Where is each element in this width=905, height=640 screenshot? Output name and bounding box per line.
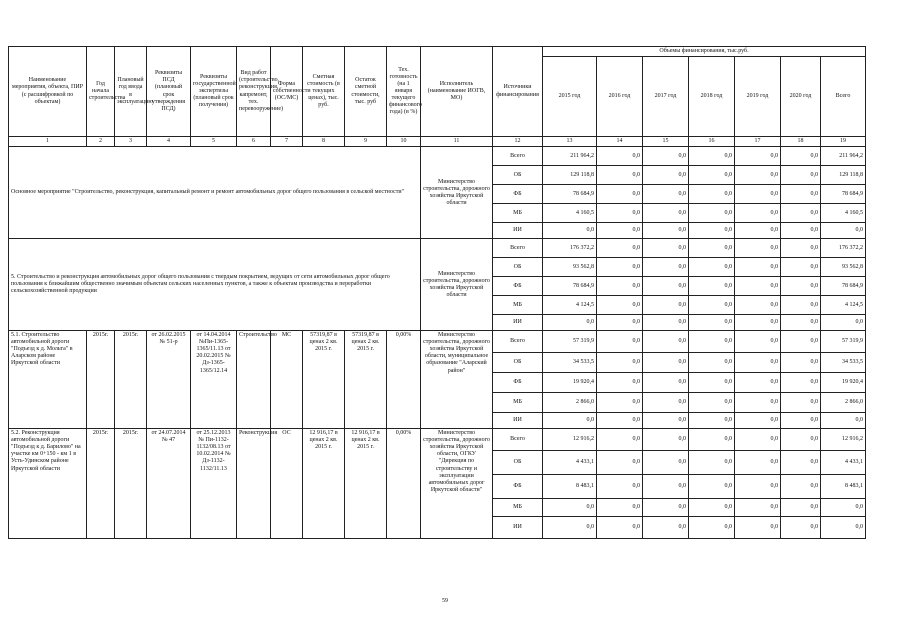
source-cell: Всего bbox=[493, 331, 543, 353]
value-cell: 0,0 bbox=[597, 147, 643, 166]
column-number: 9 bbox=[345, 137, 387, 147]
column-number: 5 bbox=[191, 137, 237, 147]
value-cell: 0,0 bbox=[689, 393, 735, 413]
value-cell: 0,0 bbox=[689, 499, 735, 517]
value-cell: 0,0 bbox=[735, 296, 781, 315]
value-cell: 0,0 bbox=[643, 499, 689, 517]
value-cell: 0,0 bbox=[643, 239, 689, 258]
value-cell: 0,0 bbox=[735, 475, 781, 499]
value-cell: 0,0 bbox=[597, 166, 643, 185]
source-cell: Всего bbox=[493, 429, 543, 451]
section-executor: Министерство строительства, дорожного хозяйства Иркутской области bbox=[421, 147, 493, 239]
value-cell: 211 964,2 bbox=[821, 147, 866, 166]
value-cell: 0,0 bbox=[689, 429, 735, 451]
source-cell: ФБ bbox=[493, 185, 543, 204]
value-cell: 19 920,4 bbox=[821, 373, 866, 393]
header-funding-title: Объемы финансирования, тыс.руб. bbox=[543, 47, 866, 57]
table-row bbox=[9, 331, 866, 353]
value-cell: 0,0 bbox=[597, 258, 643, 277]
section-executor: Министерство строительства, дорожного хозяйства Иркутской области bbox=[421, 239, 493, 331]
value-cell: 0,0 bbox=[689, 277, 735, 296]
object-name: 5.2. Реконструкция автомобильной дороги "Подъезд к д. Барилово" на участке км 0+150 - км 1 в Усть-Удинском районе Иркутской области bbox=[9, 429, 87, 539]
source-cell: ИИ bbox=[493, 315, 543, 331]
value-cell: 0,0 bbox=[821, 517, 866, 539]
table-row bbox=[9, 147, 866, 166]
value-cell: 0,0 bbox=[689, 239, 735, 258]
ownership-form: МС bbox=[271, 331, 303, 429]
value-cell: 0,0 bbox=[689, 296, 735, 315]
value-cell: 0,0 bbox=[735, 204, 781, 223]
column-number: 12 bbox=[493, 137, 543, 147]
value-cell: 0,0 bbox=[643, 315, 689, 331]
header-year: 2015 год bbox=[543, 57, 597, 137]
header-year: Всего bbox=[821, 57, 866, 137]
value-cell: 0,0 bbox=[781, 223, 821, 239]
column-number: 18 bbox=[781, 137, 821, 147]
value-cell: 0,0 bbox=[689, 166, 735, 185]
source-cell: Всего bbox=[493, 147, 543, 166]
value-cell: 0,0 bbox=[643, 331, 689, 353]
value-cell: 0,0 bbox=[689, 147, 735, 166]
object-executor: Министерство строительства, дорожного хозяйства Иркутской области, ОГКУ "Дирекция по строительству и эксплуатации автомобильных дорог Иркутской области" bbox=[421, 429, 493, 539]
value-cell: 4 124,5 bbox=[821, 296, 866, 315]
expertise-details: от 25.12.2013 № Пи-1132-1132/08.13 от 10.02.2014 № Дз-1132-1132/11.13 bbox=[191, 429, 237, 539]
column-number: 13 bbox=[543, 137, 597, 147]
value-cell: 0,0 bbox=[735, 353, 781, 373]
column-number: 15 bbox=[643, 137, 689, 147]
value-cell: 78 684,9 bbox=[543, 185, 597, 204]
value-cell: 0,0 bbox=[643, 204, 689, 223]
source-cell: ФБ bbox=[493, 373, 543, 393]
value-cell: 0,0 bbox=[821, 499, 866, 517]
value-cell: 0,0 bbox=[781, 373, 821, 393]
value-cell: 2 866,0 bbox=[821, 393, 866, 413]
value-cell: 93 562,8 bbox=[821, 258, 866, 277]
value-cell: 0,0 bbox=[597, 499, 643, 517]
financing-table bbox=[8, 46, 866, 539]
source-cell: ОБ bbox=[493, 451, 543, 475]
start-year: 2015г. bbox=[87, 429, 115, 539]
value-cell: 0,0 bbox=[689, 204, 735, 223]
value-cell: 4 124,5 bbox=[543, 296, 597, 315]
value-cell: 0,0 bbox=[597, 277, 643, 296]
value-cell: 0,0 bbox=[689, 451, 735, 475]
start-year: 2015г. bbox=[87, 331, 115, 429]
value-cell: 0,0 bbox=[689, 517, 735, 539]
value-cell: 34 533,5 bbox=[543, 353, 597, 373]
source-cell: МБ bbox=[493, 393, 543, 413]
source-cell: МБ bbox=[493, 204, 543, 223]
value-cell: 0,0 bbox=[735, 166, 781, 185]
value-cell: 0,0 bbox=[781, 499, 821, 517]
value-cell: 0,0 bbox=[597, 475, 643, 499]
value-cell: 0,0 bbox=[643, 475, 689, 499]
source-cell: ИИ bbox=[493, 223, 543, 239]
value-cell: 0,0 bbox=[821, 413, 866, 429]
value-cell: 12 916,2 bbox=[543, 429, 597, 451]
psd-details: от 26.02.2015 № 51-р bbox=[147, 331, 191, 429]
header-expertise: Реквизиты государственной экспертизы (плановый срок получения) bbox=[191, 47, 237, 137]
value-cell: 0,0 bbox=[735, 239, 781, 258]
value-cell: 0,0 bbox=[781, 393, 821, 413]
value-cell: 34 533,5 bbox=[821, 353, 866, 373]
header-work-type: Вид работ (строительство, реконструкция, капремонт, тех. перевооружение) bbox=[237, 47, 271, 137]
value-cell: 8 483,1 bbox=[821, 475, 866, 499]
expertise-details: от 14.04.2014 №Пи-1365-1365/11.13 от 20.02.2015 № Дз-1365-1365/12.14 bbox=[191, 331, 237, 429]
value-cell: 0,0 bbox=[781, 353, 821, 373]
source-cell: ФБ bbox=[493, 475, 543, 499]
value-cell: 211 964,2 bbox=[543, 147, 597, 166]
value-cell: 0,0 bbox=[735, 517, 781, 539]
column-number: 17 bbox=[735, 137, 781, 147]
source-cell: ФБ bbox=[493, 277, 543, 296]
work-type: Реконструкция bbox=[237, 429, 271, 539]
value-cell: 0,0 bbox=[597, 413, 643, 429]
remaining-cost: 57319,87 в ценах 2 кв. 2015 г. bbox=[345, 331, 387, 429]
header-executor: Исполнитель (наименование ИОГВ, МО) bbox=[421, 47, 493, 137]
value-cell: 4 160,5 bbox=[821, 204, 866, 223]
value-cell: 0,0 bbox=[643, 429, 689, 451]
value-cell: 0,0 bbox=[543, 517, 597, 539]
value-cell: 0,0 bbox=[597, 185, 643, 204]
object-executor: Министерство строительства, дорожного хозяйства Иркутской области, муниципальное образование "Аларский район" bbox=[421, 331, 493, 429]
header-remaining-cost: Остаток сметной стоимости, тыс. руб bbox=[345, 47, 387, 137]
column-number: 16 bbox=[689, 137, 735, 147]
value-cell: 12 916,2 bbox=[821, 429, 866, 451]
value-cell: 0,0 bbox=[643, 166, 689, 185]
value-cell: 0,0 bbox=[781, 475, 821, 499]
value-cell: 0,0 bbox=[643, 353, 689, 373]
value-cell: 0,0 bbox=[597, 393, 643, 413]
source-cell: ОБ bbox=[493, 258, 543, 277]
value-cell: 0,0 bbox=[781, 451, 821, 475]
value-cell: 0,0 bbox=[597, 429, 643, 451]
value-cell: 0,0 bbox=[689, 475, 735, 499]
value-cell: 0,0 bbox=[543, 223, 597, 239]
column-number: 11 bbox=[421, 137, 493, 147]
commission-year: 2015г. bbox=[115, 331, 147, 429]
value-cell: 0,0 bbox=[781, 296, 821, 315]
value-cell: 0,0 bbox=[597, 223, 643, 239]
value-cell: 0,0 bbox=[735, 277, 781, 296]
value-cell: 0,0 bbox=[597, 373, 643, 393]
value-cell: 0,0 bbox=[597, 517, 643, 539]
value-cell: 0,0 bbox=[689, 413, 735, 429]
source-cell: ИИ bbox=[493, 517, 543, 539]
value-cell: 2 866,0 bbox=[543, 393, 597, 413]
value-cell: 0,0 bbox=[781, 315, 821, 331]
value-cell: 4 160,5 bbox=[543, 204, 597, 223]
value-cell: 0,0 bbox=[735, 393, 781, 413]
value-cell: 0,0 bbox=[643, 373, 689, 393]
value-cell: 0,0 bbox=[643, 413, 689, 429]
value-cell: 0,0 bbox=[597, 296, 643, 315]
value-cell: 57 319,9 bbox=[543, 331, 597, 353]
value-cell: 0,0 bbox=[689, 315, 735, 331]
value-cell: 0,0 bbox=[689, 331, 735, 353]
value-cell: 0,0 bbox=[735, 315, 781, 331]
commission-year: 2015г. bbox=[115, 429, 147, 539]
column-number: 10 bbox=[387, 137, 421, 147]
value-cell: 0,0 bbox=[735, 185, 781, 204]
header-sources: Источники финансирования bbox=[493, 47, 543, 137]
value-cell: 0,0 bbox=[689, 185, 735, 204]
value-cell: 176 372,2 bbox=[543, 239, 597, 258]
header-year: 2019 год bbox=[735, 57, 781, 137]
value-cell: 0,0 bbox=[689, 353, 735, 373]
value-cell: 129 118,8 bbox=[543, 166, 597, 185]
value-cell: 0,0 bbox=[643, 147, 689, 166]
value-cell: 78 684,9 bbox=[543, 277, 597, 296]
value-cell: 0,0 bbox=[781, 277, 821, 296]
value-cell: 4 433,1 bbox=[821, 451, 866, 475]
value-cell: 0,0 bbox=[781, 147, 821, 166]
value-cell: 0,0 bbox=[643, 277, 689, 296]
header-year: 2018 год bbox=[689, 57, 735, 137]
value-cell: 0,0 bbox=[597, 353, 643, 373]
value-cell: 0,0 bbox=[543, 499, 597, 517]
value-cell: 0,0 bbox=[781, 166, 821, 185]
header-year: 2017 год bbox=[643, 57, 689, 137]
header-commission-year: Плановый год ввода в эксплуатацию bbox=[115, 47, 147, 137]
readiness: 0,00% bbox=[387, 331, 421, 429]
value-cell: 0,0 bbox=[643, 296, 689, 315]
value-cell: 0,0 bbox=[781, 331, 821, 353]
value-cell: 57 319,9 bbox=[821, 331, 866, 353]
header-year: 2020 год bbox=[781, 57, 821, 137]
value-cell: 0,0 bbox=[821, 223, 866, 239]
value-cell: 0,0 bbox=[597, 331, 643, 353]
source-cell: ОБ bbox=[493, 166, 543, 185]
value-cell: 0,0 bbox=[643, 393, 689, 413]
value-cell: 0,0 bbox=[781, 413, 821, 429]
value-cell: 0,0 bbox=[597, 239, 643, 258]
value-cell: 0,0 bbox=[781, 258, 821, 277]
value-cell: 0,0 bbox=[543, 315, 597, 331]
value-cell: 0,0 bbox=[735, 499, 781, 517]
value-cell: 0,0 bbox=[735, 429, 781, 451]
header-readiness: Тех. готовность (на 1 января текущего финансового года) (в %) bbox=[387, 47, 421, 137]
header-start-year: Год начала строительства bbox=[87, 47, 115, 137]
value-cell: 4 433,1 bbox=[543, 451, 597, 475]
work-type: Строительство bbox=[237, 331, 271, 429]
value-cell: 0,0 bbox=[597, 315, 643, 331]
column-number: 8 bbox=[303, 137, 345, 147]
section-title: Основное мероприятие "Строительство, реконструкция, капитальный ремонт и ремонт автомобильных дорог общего пользования в сельской местности" bbox=[9, 147, 421, 239]
readiness: 0,00% bbox=[387, 429, 421, 539]
table-row bbox=[9, 429, 866, 451]
value-cell: 93 562,8 bbox=[543, 258, 597, 277]
value-cell: 0,0 bbox=[597, 204, 643, 223]
value-cell: 0,0 bbox=[735, 258, 781, 277]
estimated-cost: 12 916,17 в ценах 2 кв. 2015 г. bbox=[303, 429, 345, 539]
value-cell: 0,0 bbox=[643, 185, 689, 204]
column-number: 2 bbox=[87, 137, 115, 147]
value-cell: 0,0 bbox=[735, 413, 781, 429]
source-cell: ОБ bbox=[493, 353, 543, 373]
psd-details: от 24.07.2014 № 47 bbox=[147, 429, 191, 539]
value-cell: 0,0 bbox=[689, 223, 735, 239]
value-cell: 0,0 bbox=[643, 517, 689, 539]
value-cell: 0,0 bbox=[735, 223, 781, 239]
value-cell: 0,0 bbox=[689, 373, 735, 393]
value-cell: 0,0 bbox=[821, 315, 866, 331]
source-cell: МБ bbox=[493, 296, 543, 315]
value-cell: 78 684,9 bbox=[821, 185, 866, 204]
header-year: 2016 год bbox=[597, 57, 643, 137]
column-number: 7 bbox=[271, 137, 303, 147]
value-cell: 0,0 bbox=[735, 451, 781, 475]
value-cell: 0,0 bbox=[643, 223, 689, 239]
column-number: 6 bbox=[237, 137, 271, 147]
value-cell: 8 483,1 bbox=[543, 475, 597, 499]
value-cell: 0,0 bbox=[689, 258, 735, 277]
value-cell: 0,0 bbox=[781, 239, 821, 258]
header-estimated-cost: Сметная стоимость (в текущих ценах), тыс. руб. bbox=[303, 47, 345, 137]
value-cell: 0,0 bbox=[781, 429, 821, 451]
value-cell: 0,0 bbox=[735, 331, 781, 353]
value-cell: 0,0 bbox=[781, 204, 821, 223]
page-number: 59 bbox=[442, 598, 448, 604]
source-cell: ИИ bbox=[493, 413, 543, 429]
header-name: Наименование мероприятия, объекта, ПИР (с расшифровкой по объектам) bbox=[9, 47, 87, 137]
header-ownership: Форма собственности (ОС/МС) bbox=[271, 47, 303, 137]
column-number: 14 bbox=[597, 137, 643, 147]
column-number: 4 bbox=[147, 137, 191, 147]
source-cell: Всего bbox=[493, 239, 543, 258]
value-cell: 0,0 bbox=[597, 451, 643, 475]
remaining-cost: 12 916,17 в ценах 2 кв. 2015 г. bbox=[345, 429, 387, 539]
value-cell: 0,0 bbox=[781, 185, 821, 204]
header-psd: Реквизиты ПСД (плановый срок утверждения ПСД) bbox=[147, 47, 191, 137]
value-cell: 0,0 bbox=[735, 373, 781, 393]
column-number: 19 bbox=[821, 137, 866, 147]
object-name: 5.1. Строительство автомобильной дороги "Подъезд к д. Мольта" в Аларском районе Иркутской области bbox=[9, 331, 87, 429]
value-cell: 0,0 bbox=[643, 451, 689, 475]
value-cell: 129 118,8 bbox=[821, 166, 866, 185]
section-title: 5. Строительство и реконструкция автомобильных дорог общего пользования с твердым покрытием, ведущих от сети автомобильных дорог общего пользования к ближайшим общественно значимым объектам сельских населенных пунктов, а также к объектам производства и переработки сельскохозяйственной продукции bbox=[9, 239, 421, 331]
source-cell: МБ bbox=[493, 499, 543, 517]
estimated-cost: 57319,87 в ценах 2 кв. 2015 г. bbox=[303, 331, 345, 429]
column-number: 1 bbox=[9, 137, 87, 147]
ownership-form: ОС bbox=[271, 429, 303, 539]
value-cell: 0,0 bbox=[643, 258, 689, 277]
value-cell: 0,0 bbox=[781, 517, 821, 539]
value-cell: 78 684,9 bbox=[821, 277, 866, 296]
value-cell: 19 920,4 bbox=[543, 373, 597, 393]
value-cell: 176 372,2 bbox=[821, 239, 866, 258]
value-cell: 0,0 bbox=[735, 147, 781, 166]
table-row bbox=[9, 239, 866, 258]
column-number: 3 bbox=[115, 137, 147, 147]
value-cell: 0,0 bbox=[543, 413, 597, 429]
